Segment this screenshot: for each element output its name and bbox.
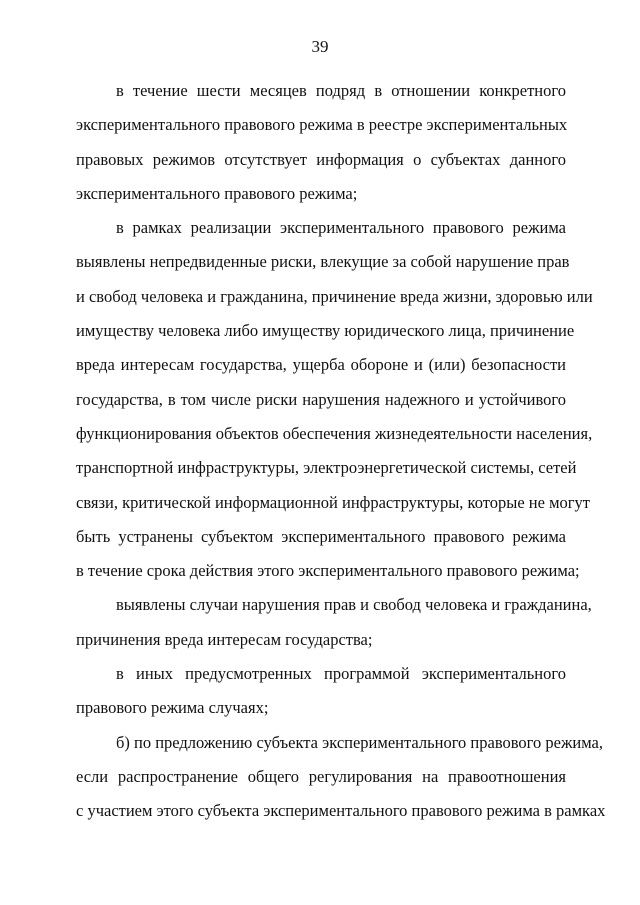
text-line: выявлены непредвиденные риски, влекущие за собой нарушение прав	[76, 252, 570, 272]
text-line: экспериментального правового режима;	[76, 183, 358, 203]
text-line: выявлены случаи нарушения прав и свобод человека и гражданина,	[116, 595, 592, 615]
text-line: экспериментального правового режима в реестре экспериментальных	[76, 115, 568, 135]
paragraph-2	[76, 211, 593, 588]
text-line: в рамках реализации экспериментального правового режима	[116, 218, 566, 238]
text-line: в течение срока действия этого экспериментального правового режима;	[76, 561, 580, 581]
paragraph-5	[76, 726, 606, 829]
paragraph-1	[76, 74, 566, 211]
text-line: связи, критической информационной инфраструктуры, которые не могут	[76, 492, 590, 512]
text-line: в иных предусмотренных программой экспериментального	[116, 664, 566, 684]
text-line: функционирования объектов обеспечения жизнедеятельности населения,	[76, 423, 593, 443]
text-line: вреда интересам государства, ущерба обороне и (или) безопасности	[76, 355, 566, 375]
text-line: имуществу человека либо имуществу юридического лица, причинение	[76, 321, 575, 341]
text-line: в течение шести месяцев подряд в отношении конкретного	[116, 81, 566, 100]
text-line: государства, в том числе риски нарушения надежного и устойчивого	[76, 389, 566, 409]
text-line: правовых режимов отсутствует информация о субъектах данного	[76, 149, 566, 169]
page-number: 39	[311, 37, 329, 56]
text-line: быть устранены субъектом экспериментального правового режима	[76, 526, 566, 546]
text-line: и свобод человека и гражданина, причинение вреда жизни, здоровью или	[76, 286, 593, 306]
text-line: транспортной инфраструктуры, электроэнергетической системы, сетей	[76, 458, 577, 478]
text-line: правового режима случаях;	[76, 698, 269, 718]
document-body	[76, 74, 606, 829]
paragraph-4	[76, 657, 566, 726]
paragraph-3	[76, 588, 592, 657]
text-line: с участием этого субъекта экспериментального правового режима в рамках	[76, 801, 606, 821]
text-line: причинения вреда интересам государства;	[76, 629, 373, 649]
text-line: б) по предложению субъекта экспериментального правового режима,	[116, 732, 603, 752]
text-line: если распространение общего регулирования на правоотношения	[76, 766, 566, 786]
